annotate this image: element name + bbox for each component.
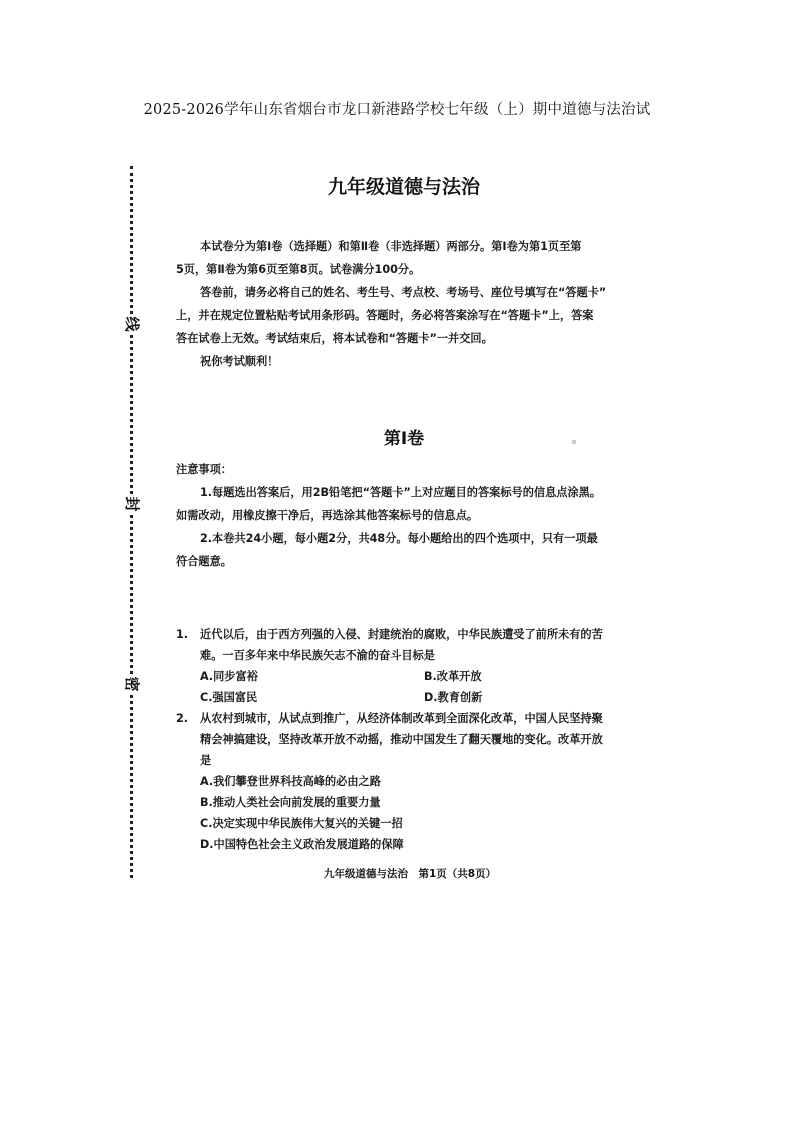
option-b: B.推动人类社会向前发展的重要力量	[200, 796, 381, 809]
binding-char-xian: 线	[120, 314, 144, 334]
binding-char-mi: 密	[120, 674, 144, 694]
exam-title: 九年级道德与法治	[327, 176, 480, 198]
option-b: B.改革开放	[424, 670, 482, 683]
notice-line: 符合题意。	[176, 555, 232, 568]
question-2	[176, 708, 676, 855]
section-title: 第Ⅰ卷	[383, 429, 425, 449]
option-c: C.决定实现中华民族伟大复兴的关键一招	[200, 817, 403, 830]
option-c: C.强国富民	[200, 691, 258, 704]
notice-line: 1.每题选出答案后，用2B铅笔把“答题卡”上对应题目的答案标号的信息点涂黑。	[200, 486, 602, 499]
option-d: D.中国特色社会主义政治发展道路的保障	[200, 838, 404, 851]
instruction-line: 5页，第Ⅱ卷为第6页至第8页。试卷满分100分。	[176, 263, 421, 276]
binding-line	[123, 166, 141, 878]
stem-line: 难。一百多年来中华民族矢志不渝的奋斗目标是	[200, 649, 435, 662]
option-d: D.教育创新	[424, 691, 483, 704]
stem-line: 从农村到城市，从试点到推广，从经济体制改革到全面深化改革，中国人民坚持聚	[200, 712, 603, 725]
question-number: 1.	[176, 628, 189, 641]
options	[176, 666, 676, 708]
notice-line: 如需改动，用橡皮擦干净后，再选涂其他答案标号的信息点。	[176, 509, 479, 522]
stem-line: 是	[200, 754, 212, 767]
notice-line: 2.本卷共24小题，每小题2分，共48分。每小题给出的四个选项中，只有一项最	[200, 532, 598, 545]
stem-line: 近代以后，由于西方列强的入侵、封建统治的腐败，中华民族遭受了前所未有的苦	[200, 628, 603, 641]
question-number: 2.	[176, 712, 189, 725]
question-1	[176, 624, 676, 708]
stem-line: 精会神搞建设，坚持改革开放不动摇，推动中国发生了翻天覆地的变化。改革开放	[200, 733, 603, 746]
instruction-line: 答在试卷上无效。考试结束后，将本试卷和“答题卡”一并交回。	[176, 332, 493, 345]
option-a: A.我们攀登世界科技高峰的必由之路	[200, 775, 381, 788]
scan-mark	[572, 440, 576, 444]
question-stem	[176, 624, 676, 666]
question-stem	[176, 708, 676, 771]
notice-block	[176, 458, 656, 573]
exam-instructions	[176, 235, 656, 373]
instruction-line: 上，并在规定位置粘贴考试用条形码。答题时，务必将答案涂写在“答题卡”上，答案	[176, 309, 594, 322]
instruction-line: 祝你考试顺利！	[200, 355, 279, 368]
instruction-line: 答卷前，请务必将自己的姓名、考生号、考点校、考场号、座位号填写在“答题卡”	[200, 286, 607, 299]
options	[176, 771, 676, 855]
dotted-line	[130, 166, 133, 878]
option-a: A.同步富裕	[200, 670, 258, 683]
binding-char-feng: 封	[120, 494, 144, 514]
instruction-line: 本试卷分为第Ⅰ卷（选择题）和第Ⅱ卷（非选择题）两部分。第Ⅰ卷为第1页至第	[200, 240, 582, 253]
notice-label: 注意事项：	[176, 463, 232, 476]
page-footer: 九年级道德与法治 第1页（共8页）	[324, 868, 497, 880]
document-title: 2025-2026学年山东省烟台市龙口新港路学校七年级（上）期中道德与法治试	[143, 102, 651, 118]
